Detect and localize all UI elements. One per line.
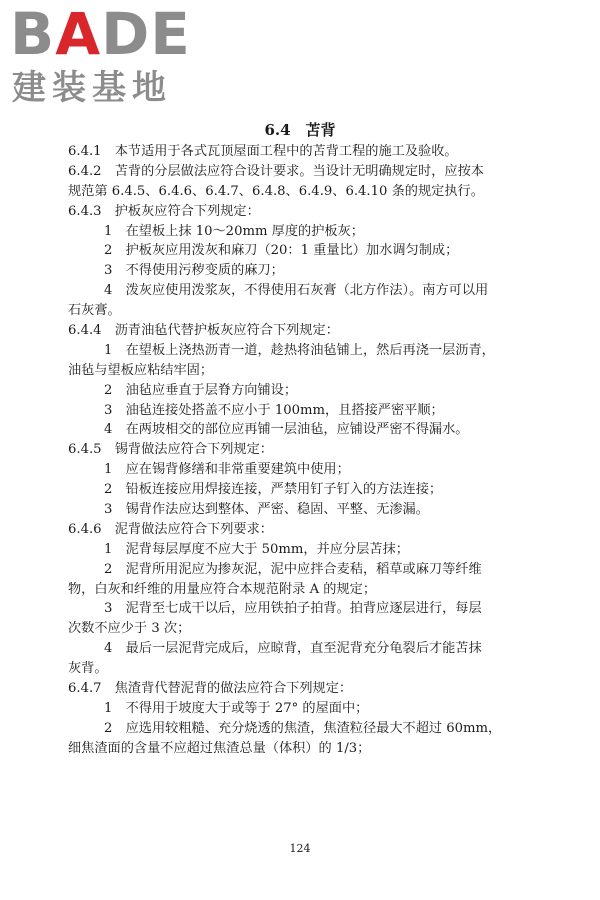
text-line: 2 护板灰应用泼灰和麻刀（20：1 重量比）加水调匀制成； bbox=[104, 243, 459, 259]
text-line: 规范第 6.4.5、6.4.6、6.4.7、6.4.8、6.4.9、6.4.10 条的规定执行。 bbox=[68, 183, 484, 199]
text-line: 3 泥背至七成干以后，应用铁拍子拍背。拍背应逐层进行，每层 bbox=[104, 601, 482, 617]
text-line: 6.4.4 沥青油毡代替护板灰应符合下列规定： bbox=[68, 323, 339, 339]
text-line: 1 在望板上抹 10～20mm 厚度的护板灰； bbox=[104, 223, 364, 239]
section-title: 6.4 苫背 bbox=[264, 121, 336, 139]
logo-wordmark: BADE bbox=[10, 0, 191, 68]
text-line: 6.4.1 本节适用于各式瓦顶屋面工程中的苫背工程的施工及验收。 bbox=[68, 144, 458, 159]
text-line: 3 油毡连接处搭盖不应小于 100mm，且搭接严密平顺； bbox=[104, 402, 444, 418]
text-line: 4 泼灰应使用泼浆灰，不得使用石灰膏（北方作法）。南方可以用 bbox=[104, 283, 489, 299]
document-body bbox=[68, 142, 548, 759]
text-line: 细焦渣面的含量不应超过焦渣总量（体积）的 1/3； bbox=[68, 740, 371, 756]
text-line: 物，白灰和纤维的用量应符合本规范附录 A 的规定； bbox=[68, 581, 377, 597]
page-number: 124 bbox=[289, 842, 311, 855]
bade-logo bbox=[10, 2, 190, 112]
text-line: 石灰膏。 bbox=[68, 303, 121, 319]
text-line: 6.4.6 泥背做法应符合下列要求： bbox=[68, 521, 273, 537]
text-line: 3 锡背作法应达到整体、严密、稳固、平整、无渗漏。 bbox=[104, 502, 429, 518]
text-line: 6.4.7 焦渣背代替泥背的做法应符合下列规定： bbox=[68, 681, 353, 697]
logo-subtitle: 建装基地 bbox=[12, 68, 172, 108]
text-line: 2 油毡应垂直于层脊方向铺设； bbox=[104, 382, 298, 398]
text-line: 6.4.2 苫背的分层做法应符合设计要求。当设计无明确规定时，应按本 bbox=[68, 163, 484, 179]
text-line: 次数不应少于 3 次； bbox=[68, 621, 191, 637]
text-line: 6.4.5 锡背做法应符合下列规定： bbox=[68, 442, 273, 458]
text-line: 4 最后一层泥背完成后，应晾背，直至泥背充分龟裂后才能苫抹 bbox=[104, 641, 482, 657]
text-line: 1 泥背每层厚度不应大于 50mm，并应分层苫抹； bbox=[104, 541, 409, 557]
text-line: 油毡与望板应粘结牢固； bbox=[68, 362, 214, 378]
text-line: 6.4.3 护板灰应符合下列规定： bbox=[68, 203, 260, 219]
text-line: 2 铅板连接应用焊接连接，严禁用钉子钉入的方法连接； bbox=[104, 482, 443, 498]
text-line: 1 在望板上浇热沥青一道，趁热将油毡铺上，然后再浇一层沥青， bbox=[104, 342, 495, 358]
text-line: 3 不得使用污秽变质的麻刀； bbox=[104, 263, 284, 279]
text-line: 1 应在锡背修缮和非常重要建筑中使用； bbox=[104, 462, 350, 478]
text-line: 2 泥背所用泥应为掺灰泥，泥中应拌合麦秸，稻草或麻刀等纤维 bbox=[104, 561, 482, 577]
text-line: 灰背。 bbox=[68, 661, 108, 677]
text-line: 2 应选用较粗糙、充分烧透的焦渣，焦渣粒径最大不超过 60mm， bbox=[104, 720, 502, 736]
text-line: 1 不得用于坡度大于或等于 27° 的屋面中； bbox=[104, 700, 369, 716]
text-line: 4 在两坡相交的部位应再铺一层油毡，应铺设严密不得漏水。 bbox=[104, 422, 469, 438]
